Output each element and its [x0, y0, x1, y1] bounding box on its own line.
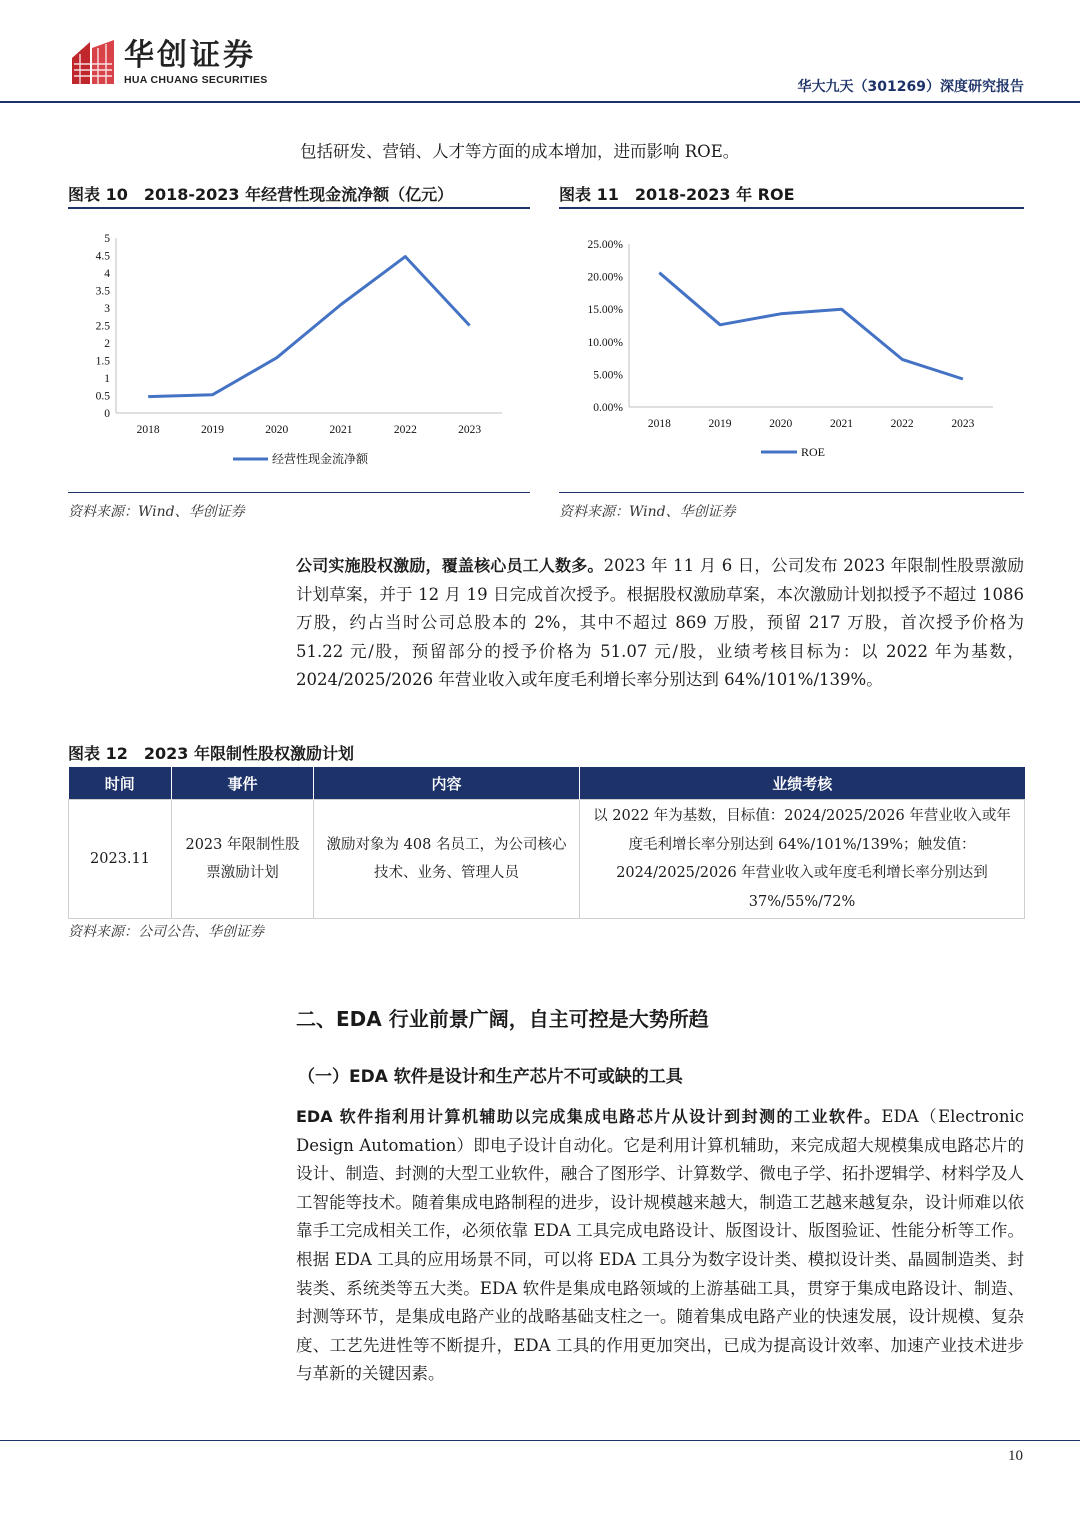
- y-tick-label: 0: [104, 408, 110, 420]
- x-tick-label: 2023: [951, 418, 975, 430]
- x-tick-label: 2022: [890, 418, 914, 430]
- table12-source: 资料来源：公司公告、华创证券: [68, 924, 264, 940]
- y-tick-label: 25.00%: [587, 239, 623, 251]
- subsection-heading: （一）EDA 软件是设计和生产芯片不可或缺的工具: [298, 1067, 683, 1087]
- y-tick-label: 4: [104, 268, 110, 280]
- x-tick-label: 2020: [265, 424, 289, 436]
- table-row: [69, 800, 1025, 919]
- x-tick-label: 2021: [829, 418, 853, 430]
- roe-legend-label: ROE: [801, 445, 825, 459]
- table12-caption: 图表 12 2023 年限制性股权激励计划: [68, 744, 354, 763]
- cashflow-series-line: [148, 257, 469, 397]
- table-cell-event: 2023 年限制性股票激励计划: [172, 800, 314, 919]
- footer-divider: [0, 1440, 1080, 1441]
- table-cell-performance: 以 2022 年为基数，目标值：2024/2025/2026 年营业收入或年度毛利增长率分别达到 64%/101%/139%；触发值：2024/2025/2026 年营业收入或年度毛利增长率分别达到 37%/55%/72%: [580, 800, 1025, 919]
- roe-chart: [559, 222, 1024, 480]
- x-tick-label: 2018: [647, 418, 671, 430]
- y-tick-label: 1: [104, 373, 110, 385]
- table-cell-content: 激励对象为 408 名员工，为公司核心技术、业务、管理人员: [314, 800, 580, 919]
- y-tick-label: 1.5: [95, 355, 110, 368]
- table-header-row: [69, 767, 1025, 800]
- x-tick-label: 2020: [769, 418, 793, 430]
- y-tick-label: 0.00%: [593, 402, 623, 414]
- y-tick-label: 3.5: [95, 285, 110, 298]
- figure10-caption-rule: [68, 207, 530, 209]
- table-header-cell: 内容: [314, 767, 580, 800]
- y-tick-label: 10.00%: [587, 336, 623, 349]
- x-tick-label: 2019: [200, 424, 224, 436]
- cashflow-chart: [68, 222, 530, 480]
- roe-series-line: [659, 273, 963, 379]
- figure10-bottom-rule: [68, 492, 530, 493]
- figure11-bottom-rule: [559, 492, 1024, 493]
- logo-chinese-name: 华创证券: [124, 38, 256, 73]
- y-tick-label: 4.5: [95, 250, 110, 263]
- table-cell-time: 2023.11: [69, 800, 172, 919]
- cashflow-legend-label: 经营性现金流净额: [272, 452, 369, 466]
- y-tick-label: 20.00%: [587, 271, 623, 284]
- x-tick-label: 2021: [329, 424, 353, 436]
- table-header-cell: 时间: [69, 767, 172, 800]
- intro-paragraph: 包括研发、营销、人才等方面的成本增加，进而影响 ROE。: [300, 142, 740, 161]
- figure11-source: 资料来源：Wind、华创证券: [559, 504, 736, 520]
- header-divider: [0, 101, 1080, 103]
- section-heading: 二、EDA 行业前景广阔，自主可控是大势所趋: [296, 1007, 709, 1031]
- report-title: 华大九天（301269）深度研究报告: [797, 79, 1024, 95]
- figure10-source: 资料来源：Wind、华创证券: [68, 504, 245, 520]
- y-tick-label: 2: [104, 338, 110, 350]
- x-tick-label: 2018: [136, 424, 160, 436]
- equity-incentive-lead: 公司实施股权激励，覆盖核心员工人数多。: [296, 556, 604, 575]
- figure10-caption: 图表 10 2018-2023 年经营性现金流净额（亿元）: [68, 185, 454, 204]
- x-tick-label: 2019: [708, 418, 732, 430]
- y-tick-label: 15.00%: [587, 304, 623, 317]
- logo-english-name: HUA CHUANG SECURITIES: [124, 74, 268, 86]
- table-header-cell: 业绩考核: [580, 767, 1025, 800]
- figure11-caption-rule: [559, 207, 1024, 209]
- figure11-caption: 图表 11 2018-2023 年 ROE: [559, 185, 795, 204]
- y-tick-label: 5.00%: [593, 369, 623, 382]
- equity-incentive-paragraph: [296, 552, 1024, 695]
- y-tick-label: 2.5: [95, 320, 110, 333]
- x-tick-label: 2022: [393, 424, 417, 436]
- x-tick-label: 2023: [458, 424, 482, 436]
- eda-paragraph: [296, 1103, 1024, 1389]
- y-tick-label: 5: [104, 233, 110, 245]
- incentive-plan-table: [68, 767, 1025, 919]
- company-logo-icon: [68, 40, 116, 86]
- eda-lead: EDA 软件指利用计算机辅助以完成集成电路芯片从设计到封测的工业软件。: [296, 1107, 882, 1126]
- equity-incentive-text: 2023 年 11 月 6 日，公司发布 2023 年限制性股票激励计划草案，并于 12 月 19 日完成首次授予。根据股权激励草案，本次激励计划拟授予不超过 1086 万股，约占当时公司总股本的 2%，其中不超过 869 万股，预留 217 万股，首次授予价格为 51.22 元/股，预留部分的授予价格为 51.07 元/股，业绩考核目标为：以 2022 年为基数，2024/2025/2026 年营业收入或年度毛利增长率分别达到 64%/101%/139%。: [296, 556, 1024, 690]
- table-header-cell: 事件: [172, 767, 314, 800]
- page-number: 10: [1008, 1448, 1023, 1464]
- y-tick-label: 0.5: [95, 390, 110, 403]
- eda-text: EDA（Electronic Design Automation）即电子设计自动化。它是利用计算机辅助，来完成超大规模集成电路芯片的设计、制造、封测的大型工业软件，融合了图形学、计算数学、微电子学、拓扑逻辑学、材料学及人工智能等技术。随着集成电路制程的进步，设计规模越来越大，制造工艺越来越复杂，设计师难以依靠手工完成相关工作，必须依靠 EDA 工具完成电路设计、版图设计、版图验证、性能分析等工作。根据 EDA 工具的应用场景不同，可以将 EDA 工具分为数字设计类、模拟设计类、晶圆制造类、封装类、系统类等五大类。EDA 软件是集成电路领域的上游基础工具，贯穿于集成电路设计、制造、封测等环节，是集成电路产业的战略基础支柱之一。随着集成电路产业的快速发展，设计规模、复杂度、工艺先进性等不断提升，EDA 工具的作用更加突出，已成为提高设计效率、加速产业技术进步与革新的关键因素。: [296, 1107, 1024, 1384]
- y-tick-label: 3: [104, 303, 110, 315]
